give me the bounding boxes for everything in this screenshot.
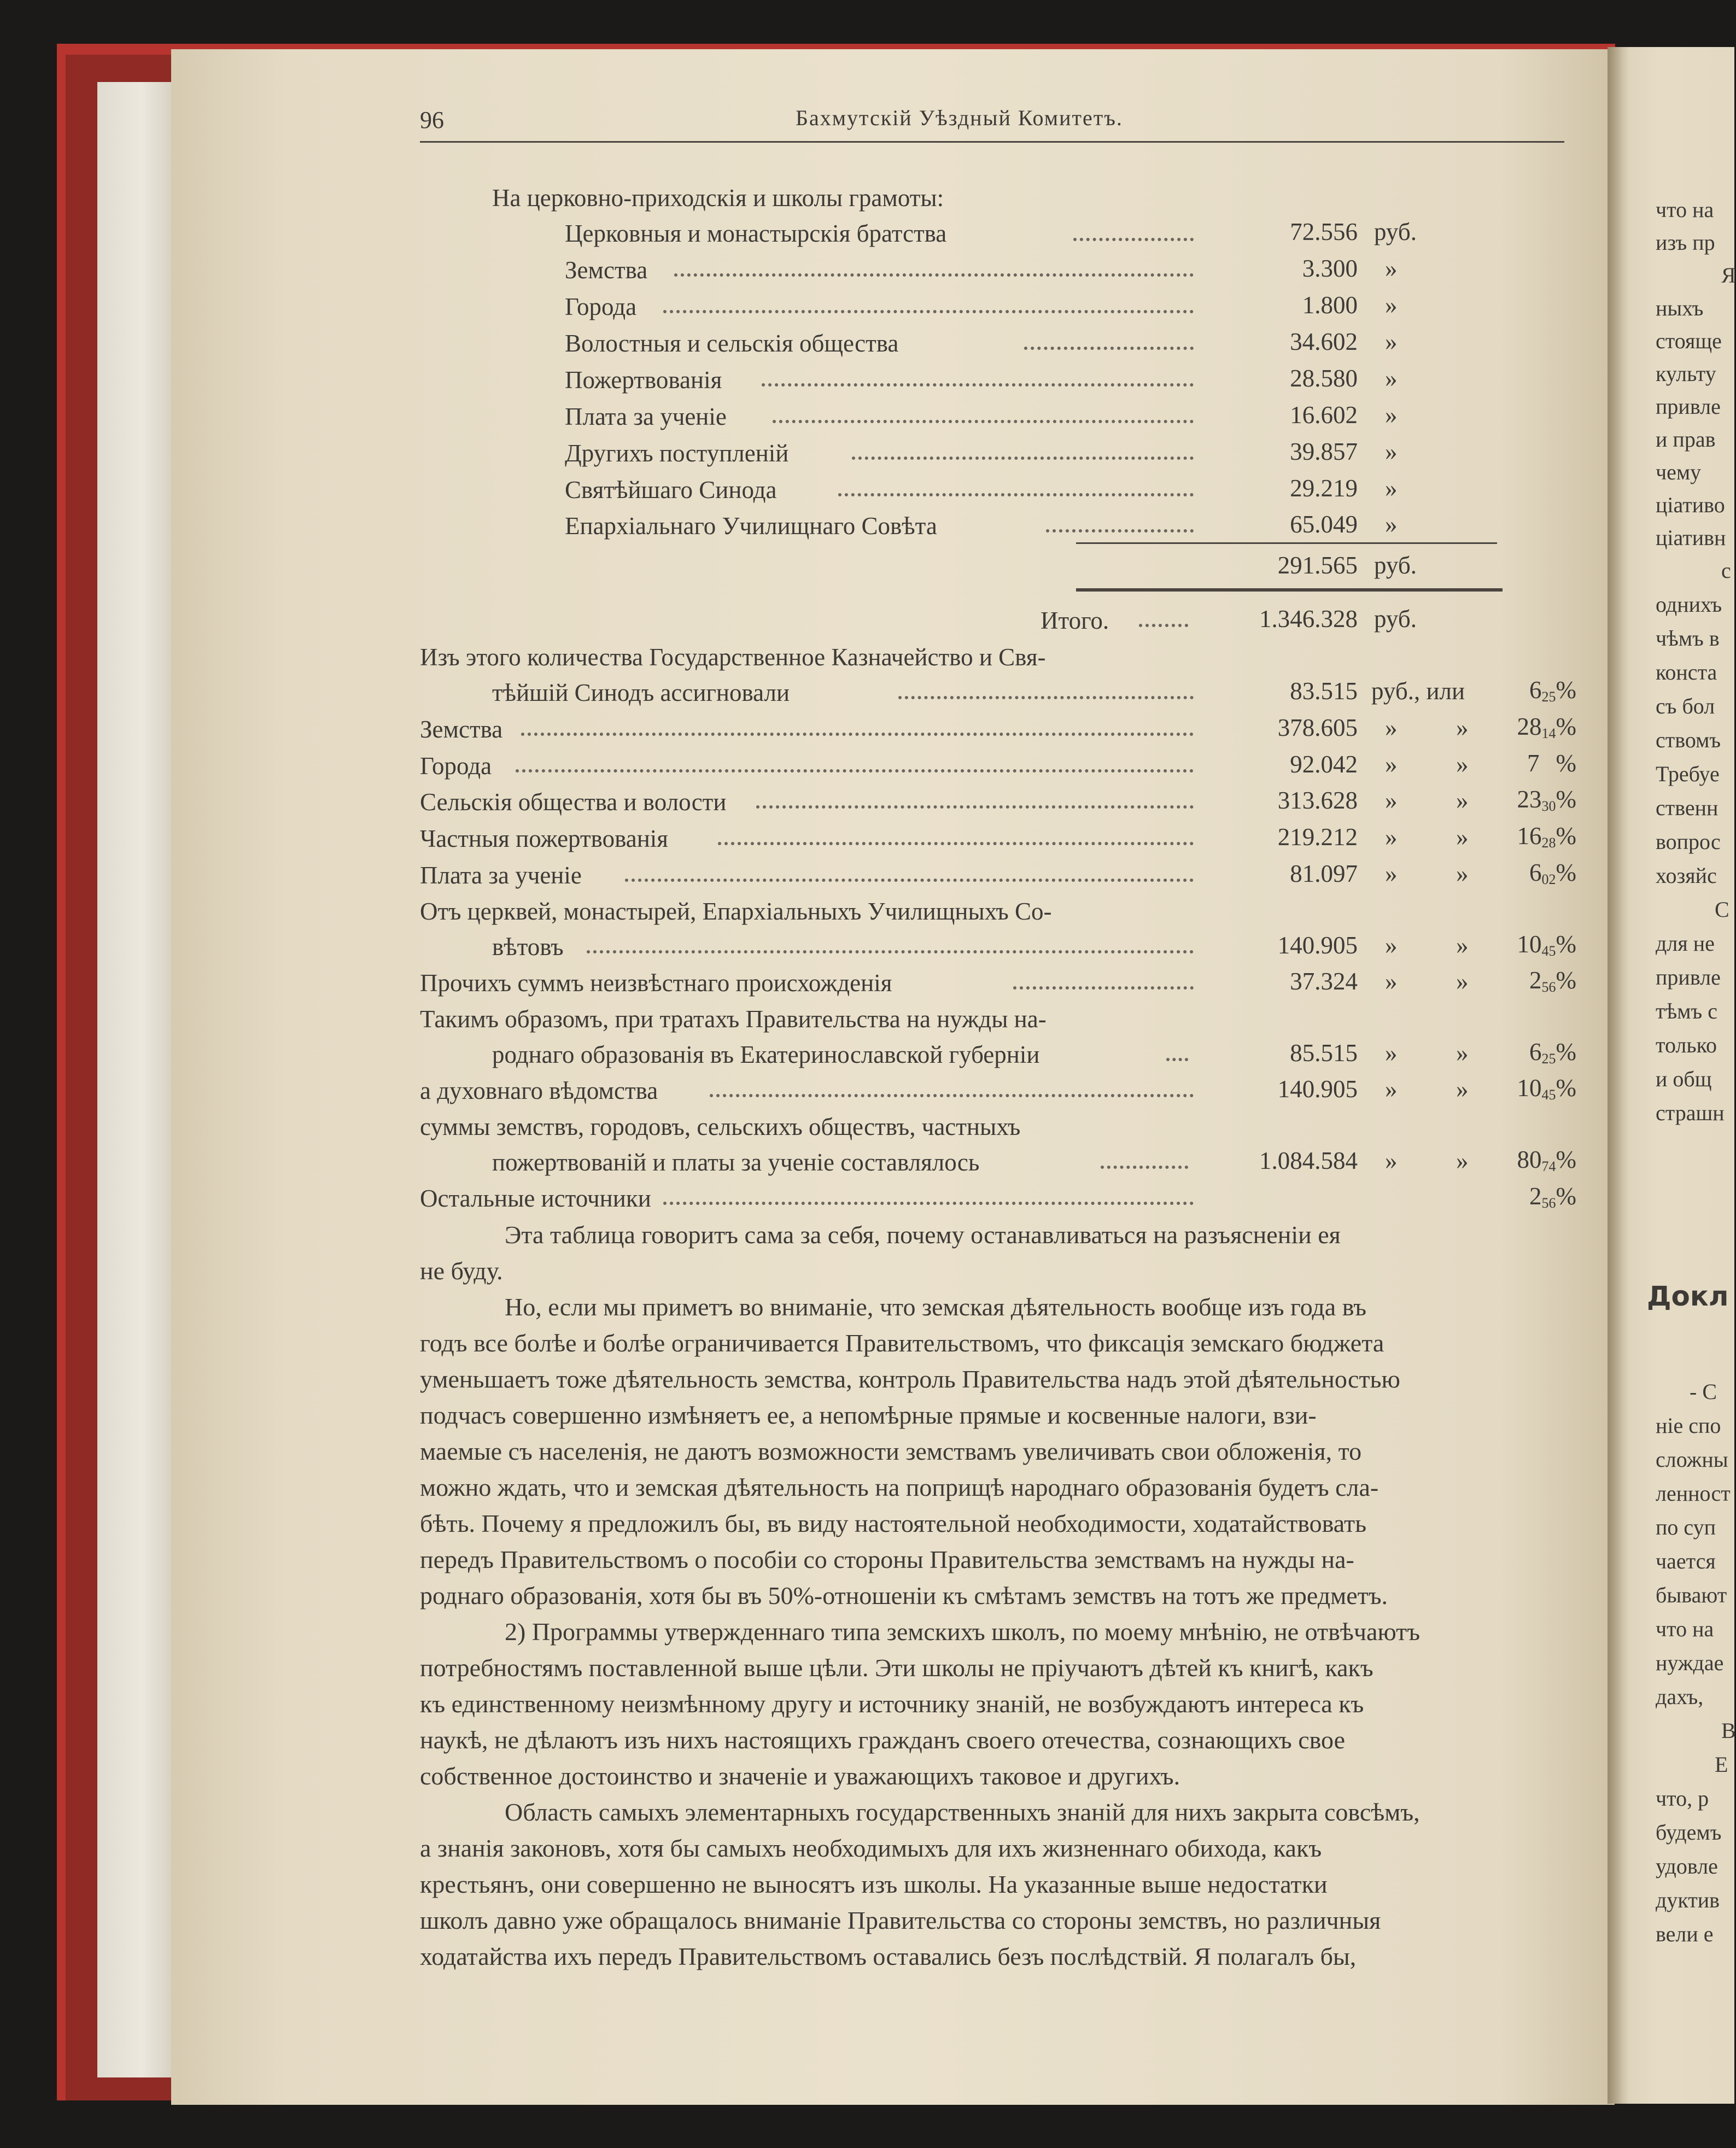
body-paragraph-line: можно ждать, что и земская дѣятельность на поприщѣ народнаго образованія будетъ сла-	[420, 1473, 1379, 1501]
section1-row-amount: 28.580	[1290, 365, 1358, 392]
percent-int: 6	[1529, 676, 1542, 704]
section1-row-label: Земства	[565, 256, 648, 284]
right-page-fragment: хозяйс	[1656, 863, 1717, 888]
right-page-fragment: чѣмъ в	[1656, 626, 1720, 651]
leader-dots	[718, 842, 1194, 845]
body-paragraph-line: бѣть. Почему я предложилъ бы, въ виду настоятельной необходимости, ходатайствовать	[420, 1509, 1367, 1537]
section2-row-unit: руб., или	[1371, 677, 1465, 705]
section1-total-unit: руб.	[1374, 605, 1417, 633]
header-rule	[420, 141, 1564, 143]
section1-row-label: Города	[565, 293, 637, 320]
summary-percent	[1494, 1148, 1576, 1174]
right-page	[1608, 47, 1734, 2104]
section1-row-unit: »	[1385, 291, 1398, 319]
right-page-fragment: конста	[1656, 660, 1717, 684]
right-page-fragment: Е	[1715, 1752, 1728, 1777]
section1-row-amount: 3.300	[1302, 255, 1358, 282]
section1-row-label: Святѣйшаго Синода	[565, 476, 777, 504]
percent-int: 6	[1529, 1038, 1542, 1066]
leader-dots	[756, 805, 1194, 809]
right-page-fragment: нуждае	[1656, 1650, 1724, 1675]
percent-dec: 25	[1541, 689, 1556, 705]
right-page-fragment: тѣмъ с	[1656, 999, 1717, 1023]
right-page-fragment: страшн	[1656, 1101, 1725, 1125]
section2-row-mark: »	[1456, 787, 1469, 814]
section1-row-label: Плата за ученіе	[565, 403, 727, 430]
right-page-fragment: изъ пр	[1656, 230, 1715, 255]
summary-unit: »	[1385, 1039, 1398, 1067]
section1-total-amount: 1.346.328	[1259, 605, 1358, 633]
body-paragraph-line: уменьшаетъ тоже дѣятельность земства, контроль Правительства надъ этой дѣятельностью	[420, 1365, 1400, 1393]
section1-row-unit: »	[1385, 475, 1398, 502]
leader-dots	[521, 733, 1194, 736]
section2-row-percent	[1505, 715, 1576, 741]
right-page-fragment: дахъ,	[1656, 1684, 1704, 1709]
right-page-fragment: съ бол	[1656, 694, 1715, 718]
right-page-fragment: культу	[1656, 361, 1716, 386]
section1-heading: На церковно-приходскія и школы грамоты:	[492, 184, 944, 212]
percent-dec: 30	[1541, 798, 1556, 814]
right-page-fragment: и общ	[1656, 1067, 1712, 1091]
body-paragraph-line: потребностямъ поставленной выше цѣли. Эти школы не пріучаютъ дѣтей къ книгѣ, какъ	[420, 1654, 1373, 1682]
percent-int: 6	[1529, 859, 1542, 886]
leader-dots	[898, 696, 1194, 699]
percent-dec: 56	[1541, 1195, 1556, 1211]
right-page-fragment: по суп	[1656, 1515, 1716, 1540]
percent-int: 28	[1517, 713, 1542, 740]
section2-row-line2: вѣтовъ	[492, 933, 564, 961]
body-paragraph-line: 2) Программы утвержденнаго типа земскихъ школъ, по моему мнѣнію, не отвѣчаютъ	[505, 1618, 1421, 1646]
leader-dots	[1073, 238, 1194, 241]
section1-row-label: Пожертвованія	[565, 366, 722, 394]
leader-dots	[852, 456, 1194, 460]
subtotal-rule	[1076, 542, 1497, 544]
section1-row-amount: 39.857	[1290, 438, 1358, 465]
section2-row-unit: »	[1385, 860, 1398, 887]
section2-row-amount: 313.628	[1277, 787, 1358, 814]
percent-int: 7	[1527, 750, 1540, 777]
body-paragraph-line: роднаго образованія, хотя бы въ 50%-отношеніи къ смѣтамъ земствъ на тотъ же предметъ.	[420, 1582, 1388, 1609]
body-paragraph-line: Но, если мы приметъ во вниманіе, что земская дѣятельность вообще изъ года въ	[505, 1293, 1367, 1321]
section2-row-unit: »	[1385, 932, 1398, 959]
percent-sign: %	[1556, 1146, 1576, 1173]
section2-row-line1: Изъ этого количества Государственное Казначейство и Свя-	[420, 643, 1046, 671]
right-page-fragment: сложны	[1656, 1447, 1728, 1472]
right-page-fragment: для не	[1656, 931, 1715, 956]
percent-dec: 56	[1541, 979, 1556, 995]
summary-mark: »	[1456, 1147, 1469, 1174]
right-page-fragment: только	[1656, 1033, 1717, 1057]
summary-line: Остальные источники	[420, 1185, 651, 1212]
section2-row-line1: Прочихъ суммъ неизвѣстнаго происхожденія	[420, 969, 892, 997]
right-page-fragment: что на	[1656, 197, 1714, 222]
right-page-fragment: дуктив	[1656, 1888, 1720, 1912]
section2-row-amount: 92.042	[1290, 751, 1358, 778]
body-paragraph-line: наукѣ, не дѣлаютъ изъ нихъ настоящихъ гражданъ своего отечества, сознающихъ свое	[420, 1726, 1346, 1754]
body-paragraph-line: подчасъ совершенно измѣняетъ ее, а непомѣрные прямые и косвенные налоги, взи-	[420, 1401, 1317, 1429]
summary-amount: 85.515	[1290, 1039, 1358, 1067]
percent-int: 10	[1517, 930, 1542, 958]
body-paragraph-line: не буду.	[420, 1257, 503, 1285]
percent-dec: 28	[1541, 835, 1556, 851]
total-rule	[1076, 588, 1503, 592]
section1-row-amount: 29.219	[1290, 475, 1358, 502]
percent-int: 10	[1517, 1074, 1542, 1102]
section2-row-unit: »	[1385, 823, 1398, 851]
section2-row-mark: »	[1456, 714, 1469, 741]
leader-dots	[1024, 347, 1194, 350]
percent-sign: %	[1556, 1183, 1576, 1210]
percent-int: 23	[1517, 786, 1542, 813]
leader-dots	[838, 493, 1194, 496]
body-paragraph-line: къ единственному неизмѣнному другу и источнику знаній, не возбуждаютъ интереса къ	[420, 1690, 1364, 1718]
page-stack-edge	[97, 82, 171, 2077]
right-page-fragment: Я	[1721, 263, 1736, 288]
section2-row-percent	[1505, 968, 1576, 994]
body-paragraph-line: маемые съ населенія, не даютъ возможности земствамъ увеличивать свои обложенія, то	[420, 1437, 1362, 1465]
percent-dec: 14	[1541, 725, 1556, 741]
right-page-fragment: чему	[1656, 460, 1702, 484]
section2-row-mark: »	[1456, 932, 1469, 959]
percent-int: 80	[1517, 1146, 1542, 1173]
section2-row-amount: 83.515	[1290, 677, 1358, 705]
right-page-fragment: стояще	[1656, 329, 1722, 353]
leader-dots	[710, 1094, 1194, 1097]
body-paragraph-line: а знанія законовъ, хотя бы самыхъ необходимыхъ для ихъ жизненнаго обихода, какъ	[420, 1834, 1322, 1862]
section2-row-line1: Земства	[420, 716, 503, 743]
section2-row-unit: »	[1385, 787, 1398, 814]
section2-row-unit: »	[1385, 751, 1398, 778]
section2-row-mark: »	[1456, 968, 1469, 995]
right-page-fragment: ствомъ	[1656, 728, 1721, 752]
section1-total-label: Итого.	[1041, 607, 1109, 634]
section2-row-amount: 37.324	[1290, 968, 1358, 995]
right-page-fragment: и прав	[1656, 427, 1716, 452]
section1-row-amount: 65.049	[1290, 511, 1358, 538]
right-page-fragment: ніе спо	[1656, 1413, 1721, 1438]
percent-sign: %	[1556, 750, 1576, 777]
section2-row-line1: Отъ церквей, монастырей, Епархіальныхъ Училищныхъ Со-	[420, 898, 1052, 925]
right-page-fragment: что, р	[1656, 1786, 1709, 1811]
right-page-fragment: бывают	[1656, 1583, 1727, 1607]
section1-subtotal-amount: 291.565	[1277, 552, 1358, 579]
summary-percent	[1494, 1076, 1576, 1102]
right-page-fragment: с	[1721, 558, 1731, 583]
leader-dots	[1166, 1058, 1188, 1061]
section1-row-label: Другихъ поступленій	[565, 440, 789, 467]
right-page-fragment: Требуе	[1656, 762, 1720, 786]
section1-subtotal-unit: руб.	[1374, 552, 1417, 579]
summary-line: Такимъ образомъ, при тратахъ Правительства на нужды на-	[420, 1005, 1047, 1033]
leader-dots	[773, 420, 1194, 423]
percent-sign: %	[1556, 930, 1576, 958]
section2-row-amount: 219.212	[1277, 823, 1358, 851]
section2-row-unit: »	[1385, 968, 1398, 995]
right-page-fragment: будемъ	[1656, 1820, 1722, 1845]
section2-row-percent	[1505, 678, 1576, 704]
summary-unit: »	[1385, 1075, 1398, 1103]
summary-unit: »	[1385, 1147, 1398, 1174]
section1-row-unit: »	[1385, 438, 1398, 465]
percent-sign: %	[1556, 786, 1576, 813]
percent-dec: 45	[1541, 943, 1556, 959]
summary-amount: 1.084.584	[1259, 1147, 1358, 1174]
percent-int: 16	[1517, 822, 1542, 850]
section2-row-percent	[1505, 751, 1576, 777]
leader-dots	[625, 879, 1194, 882]
summary-amount: 140.905	[1277, 1075, 1358, 1103]
leader-dots	[674, 273, 1194, 277]
right-page-fragment: что на	[1656, 1617, 1714, 1641]
percent-int: 2	[1529, 1183, 1542, 1210]
percent-sign: %	[1556, 822, 1576, 850]
right-page-fragment: вопрос	[1656, 829, 1721, 854]
section1-row-label: Волостныя и сельскія общества	[565, 330, 899, 357]
leader-dots	[1013, 986, 1194, 990]
percent-sign: %	[1556, 1074, 1576, 1102]
leader-dots	[762, 383, 1194, 387]
summary-mark: »	[1456, 1075, 1469, 1103]
section1-row-amount: 16.602	[1290, 401, 1358, 429]
percent-dec: 02	[1541, 871, 1556, 887]
section1-row-unit: руб.	[1374, 218, 1417, 245]
percent-sign: %	[1556, 859, 1576, 886]
percent-dec: 25	[1541, 1051, 1556, 1067]
right-page-fragment: ленност	[1656, 1481, 1731, 1506]
summary-mark: »	[1456, 1039, 1469, 1067]
summary-line: суммы земствъ, городовъ, сельскихъ обществъ, частныхъ	[420, 1113, 1021, 1140]
summary-line: а духовнаго вѣдомства	[420, 1077, 658, 1104]
right-page-fragment: ціативо	[1656, 493, 1725, 517]
section1-row-unit: »	[1385, 511, 1398, 538]
section2-row-unit: »	[1385, 714, 1398, 741]
percent-sign: %	[1556, 713, 1576, 740]
left-page	[171, 49, 1615, 2105]
running-title: Бахмутскій Уѣздный Комитетъ.	[796, 106, 1123, 130]
summary-line: роднаго образованія въ Екатеринославской губерніи	[492, 1041, 1040, 1068]
section2-row-mark: »	[1456, 823, 1469, 851]
right-page-fragment: удовле	[1656, 1854, 1718, 1878]
section1-row-label: Церковныя и монастырскія братства	[565, 220, 947, 247]
percent-sign: %	[1556, 967, 1576, 994]
right-page-fragment: однихъ	[1656, 592, 1722, 617]
body-paragraph-line: Эта таблица говоритъ сама за себя, почему останавливаться на разъясненіи ея	[505, 1221, 1341, 1249]
body-paragraph-line: годъ все болѣе и болѣе ограничивается Правительствомъ, что фиксація земскаго бюджета	[420, 1329, 1384, 1357]
percent-dec: 45	[1541, 1087, 1556, 1103]
section2-row-amount: 140.905	[1277, 932, 1358, 959]
right-page-fragment: В	[1721, 1718, 1736, 1743]
body-paragraph-line: Область самыхъ элементарныхъ государственныхъ знаній для нихъ закрыта совсѣмъ,	[505, 1798, 1420, 1826]
section1-row-unit: »	[1385, 255, 1398, 282]
right-page-fragment: ціативн	[1656, 525, 1726, 550]
section2-row-mark: »	[1456, 860, 1469, 887]
leader-dots	[663, 310, 1194, 313]
section2-row-percent	[1505, 861, 1576, 887]
body-paragraph-line: собственное достоинство и значеніе и уважающихъ таковое и другихъ.	[420, 1762, 1180, 1790]
body-paragraph-line: передъ Правительствомъ о пособіи со стороны Правительства земствамъ на нужды на-	[420, 1546, 1354, 1573]
summary-line: пожертвованій и платы за ученіе составлялось	[492, 1149, 980, 1176]
section2-row-line1: Сельскія общества и волости	[420, 788, 727, 816]
leader-dots	[587, 950, 1194, 953]
summary-percent	[1494, 1040, 1576, 1066]
leader-dots	[1101, 1166, 1188, 1169]
section2-row-amount: 81.097	[1290, 860, 1358, 887]
leader-dots	[1046, 529, 1194, 532]
right-page-fragment: привле	[1656, 394, 1721, 419]
section1-row-amount: 72.556	[1290, 218, 1358, 245]
leader-dots	[1139, 624, 1188, 627]
section2-row-percent	[1505, 932, 1576, 958]
section2-row-line1: Частныя пожертвованія	[420, 825, 668, 852]
right-page-fragment: ныхъ	[1656, 296, 1704, 320]
leader-dots	[516, 769, 1194, 772]
body-paragraph-line: школъ давно уже обращалось вниманіе Правительства со стороны земствъ, но различныя	[420, 1906, 1381, 1934]
right-page-fragment: - С	[1690, 1379, 1717, 1404]
percent-int: 2	[1529, 967, 1542, 994]
percent-dec: 74	[1541, 1158, 1556, 1174]
body-paragraph-line: крестьянъ, они совершенно не выносятъ изъ школы. На указанные выше недостатки	[420, 1870, 1328, 1898]
section1-row-unit: »	[1385, 365, 1398, 392]
right-page-fragment: чается	[1656, 1549, 1716, 1573]
leader-dots	[663, 1202, 1194, 1205]
section2-row-percent	[1505, 824, 1576, 850]
section1-row-amount: 34.602	[1290, 328, 1358, 355]
section2-row-mark: »	[1456, 751, 1469, 778]
body-paragraph-line: ходатайства ихъ передъ Правительствомъ оставались безъ послѣдствій. Я полагалъ бы,	[420, 1942, 1357, 1970]
right-page-fragment: привле	[1656, 965, 1721, 990]
right-page-fragment: ственн	[1656, 795, 1719, 820]
section1-row-amount: 1.800	[1302, 291, 1358, 319]
section1-row-label: Епархіальнаго Училищнаго Совѣта	[565, 512, 937, 540]
right-page-fragment: вели е	[1656, 1922, 1714, 1946]
right-page-heading-fragment: Докл	[1647, 1280, 1729, 1312]
summary-percent	[1494, 1184, 1576, 1210]
percent-sign: %	[1556, 1038, 1576, 1066]
section1-row-unit: »	[1385, 401, 1398, 429]
section2-row-line2: тѣйшій Синодъ ассигновали	[492, 679, 790, 706]
section2-row-line1: Плата за ученіе	[420, 862, 582, 889]
section2-row-percent	[1505, 787, 1576, 813]
page-number: 96	[420, 107, 444, 133]
section2-row-line1: Города	[420, 752, 492, 780]
section2-row-amount: 378.605	[1277, 714, 1358, 741]
right-page-fragment: С	[1715, 897, 1729, 922]
percent-sign: %	[1556, 676, 1576, 704]
section1-row-unit: »	[1385, 328, 1398, 355]
